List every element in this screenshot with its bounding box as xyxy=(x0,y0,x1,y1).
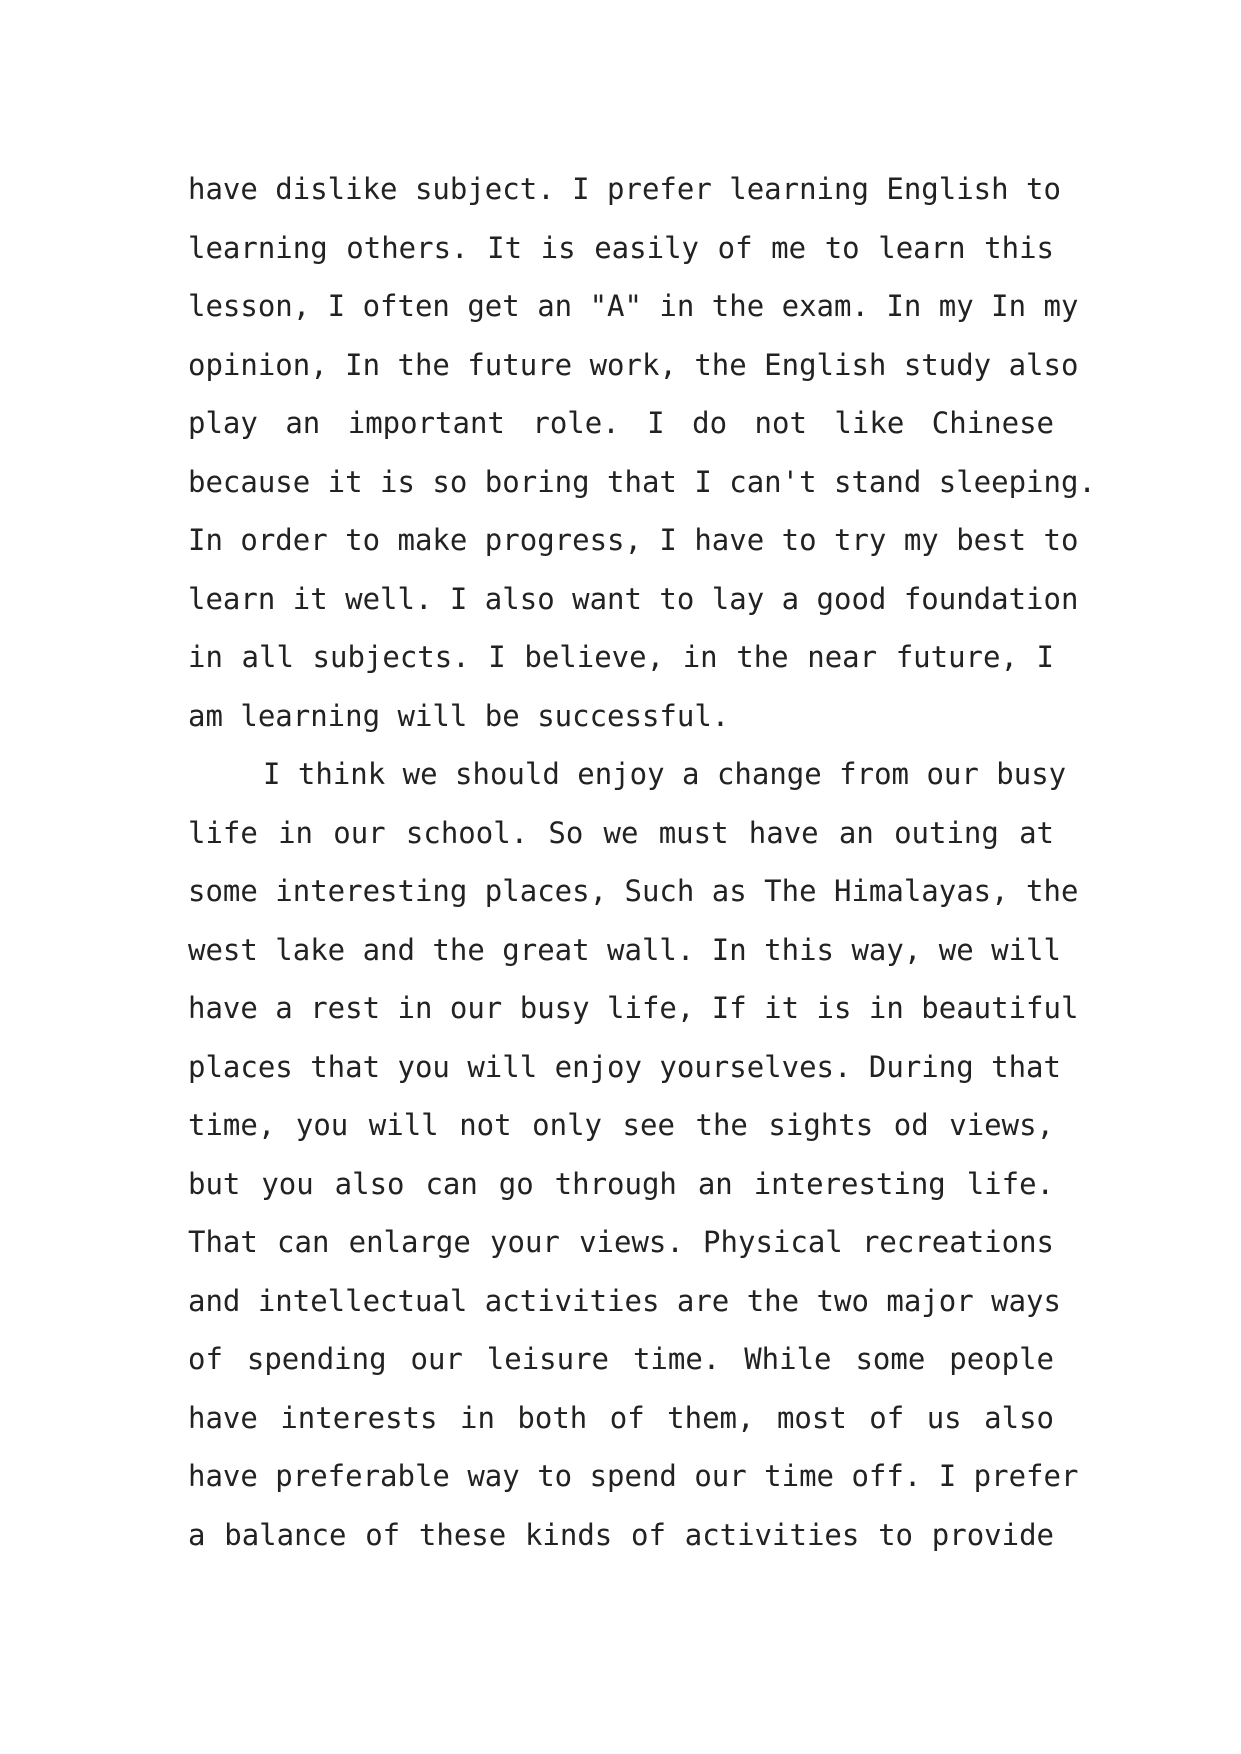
text-line: learning others. It is easily of me to learn this xyxy=(188,230,1054,265)
text-line: and intellectual activities are the two major ways xyxy=(188,1283,1061,1318)
text-line: of spending our leisure time. While some people xyxy=(188,1342,1054,1376)
text-line: west lake and the great wall. In this way, we will xyxy=(188,932,1061,967)
text-line: am learning will be successful. xyxy=(188,698,730,733)
text-line: in all subjects. I believe, in the near future, I xyxy=(188,640,1054,674)
text-line: a balance of these kinds of activities to provide xyxy=(188,1517,1054,1552)
body-text xyxy=(188,160,1096,1564)
text-line: opinion, In the future work, the English study also xyxy=(188,347,1079,382)
text-line: have interests in both of them, most of us also xyxy=(188,1400,1054,1435)
text-line: have preferable way to spend our time off. I prefer xyxy=(188,1459,1079,1493)
text-line: time, you will not only see the sights od views, xyxy=(188,1108,1054,1142)
text-line: play an important role. I do not like Chinese xyxy=(188,406,1054,440)
text-line: lesson, I often get an "A" in the exam. In my In my xyxy=(188,289,1079,323)
text-line: but you also can go through an interesting life. xyxy=(188,1166,1054,1201)
text-line: In order to make progress, I have to try my best to xyxy=(188,523,1079,557)
text-line: places that you will enjoy yourselves. During that xyxy=(188,1049,1061,1084)
text-line: life in our school. So we must have an outing at xyxy=(188,815,1054,850)
text-line: because it is so boring that I can't stand sleeping. xyxy=(188,464,1096,499)
text-line: have a rest in our busy life, If it is in beautiful xyxy=(188,991,1079,1025)
text-line: some interesting places, Such as The Himalayas, the xyxy=(188,874,1079,908)
text-line: I think we should enjoy a change from our busy xyxy=(263,757,1067,791)
text-line: learn it well. I also want to lay a good foundation xyxy=(188,581,1079,616)
text-line: have dislike subject. I prefer learning English to xyxy=(188,172,1061,206)
text-line: That can enlarge your views. Physical recreations xyxy=(188,1225,1054,1259)
